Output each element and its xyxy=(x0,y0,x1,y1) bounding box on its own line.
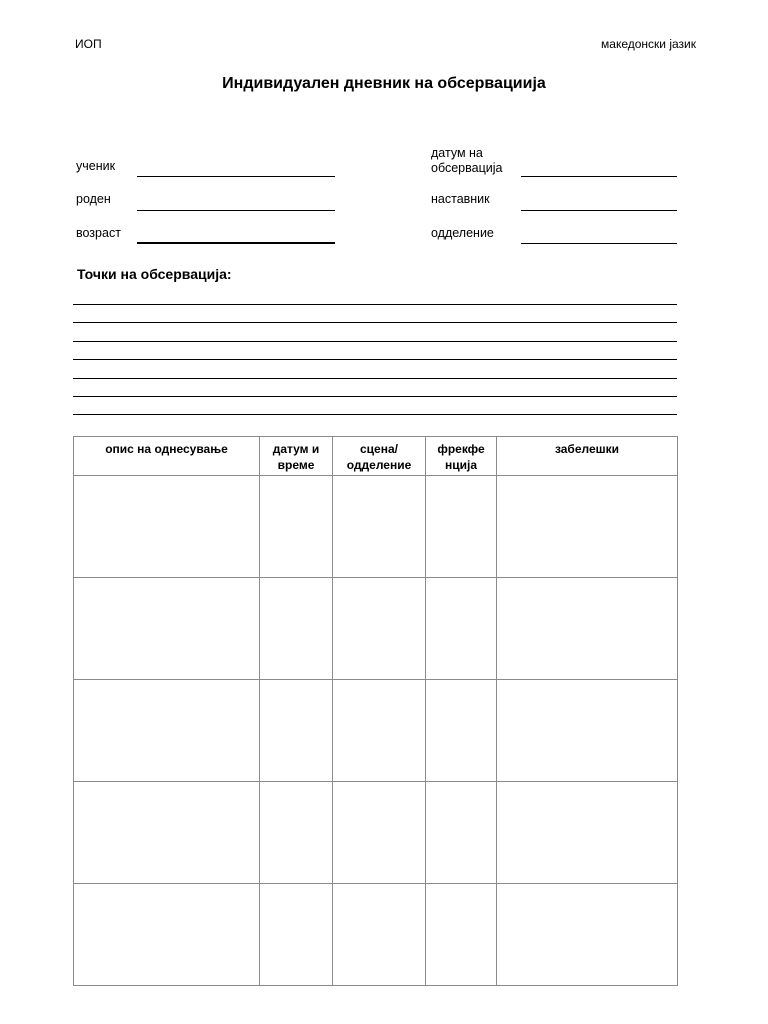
table-row xyxy=(74,680,678,782)
observation-line[interactable] xyxy=(73,341,677,342)
table-cell[interactable] xyxy=(333,476,426,578)
table-cell[interactable] xyxy=(497,884,678,986)
table-row xyxy=(74,476,678,578)
observation-line[interactable] xyxy=(73,322,677,323)
table-cell[interactable] xyxy=(333,782,426,884)
teacher-label: наставник xyxy=(431,192,490,206)
observation-points-title: Точки на обсервација: xyxy=(77,266,232,282)
table-cell[interactable] xyxy=(497,476,678,578)
age-label: возраст xyxy=(76,226,121,240)
table-header-row xyxy=(74,437,678,476)
table-cell[interactable] xyxy=(260,680,333,782)
table-cell[interactable] xyxy=(426,578,497,680)
date-label-line1: датум на xyxy=(431,146,483,160)
table-cell[interactable] xyxy=(497,578,678,680)
class-label: одделение xyxy=(431,226,494,240)
column-header-scene: сцена/ одделение xyxy=(333,437,426,476)
teacher-field[interactable] xyxy=(521,210,677,211)
class-field[interactable] xyxy=(521,243,677,244)
observation-line[interactable] xyxy=(73,378,677,379)
column-header-frequency: фрекфе нција xyxy=(426,437,497,476)
table-cell[interactable] xyxy=(426,884,497,986)
table-cell[interactable] xyxy=(260,578,333,680)
observation-line[interactable] xyxy=(73,396,677,397)
table-cell[interactable] xyxy=(260,476,333,578)
table-cell[interactable] xyxy=(74,884,260,986)
column-header-datetime: датум и време xyxy=(260,437,333,476)
observation-date-field[interactable] xyxy=(521,176,677,177)
student-label: ученик xyxy=(76,159,116,173)
table-row xyxy=(74,884,678,986)
student-field[interactable] xyxy=(137,176,335,177)
document-title: Индивидуален дневник на обсервациија xyxy=(222,75,546,92)
table-cell[interactable] xyxy=(260,782,333,884)
observation-table xyxy=(73,436,678,986)
table-cell[interactable] xyxy=(426,476,497,578)
table-cell[interactable] xyxy=(74,782,260,884)
date-label-line2: обсервација xyxy=(431,161,503,175)
observation-line[interactable] xyxy=(73,304,677,305)
table-cell[interactable] xyxy=(333,680,426,782)
table-cell[interactable] xyxy=(426,782,497,884)
header-right: македонски јазик xyxy=(601,37,696,51)
born-field[interactable] xyxy=(137,210,335,211)
table-cell[interactable] xyxy=(74,578,260,680)
table-cell[interactable] xyxy=(497,782,678,884)
age-field[interactable] xyxy=(137,242,335,244)
table-row xyxy=(74,578,678,680)
table-cell[interactable] xyxy=(74,476,260,578)
table-cell[interactable] xyxy=(333,884,426,986)
observation-line[interactable] xyxy=(73,414,677,415)
header-left: ИОП xyxy=(75,37,102,51)
table-cell[interactable] xyxy=(333,578,426,680)
table-row xyxy=(74,782,678,884)
observation-line[interactable] xyxy=(73,359,677,360)
column-header-notes: забелешки xyxy=(497,437,678,476)
table-cell[interactable] xyxy=(74,680,260,782)
table-cell[interactable] xyxy=(497,680,678,782)
table-cell[interactable] xyxy=(426,680,497,782)
table-cell[interactable] xyxy=(260,884,333,986)
born-label: роден xyxy=(76,192,111,206)
column-header-behavior: опис на однесување xyxy=(74,437,260,476)
